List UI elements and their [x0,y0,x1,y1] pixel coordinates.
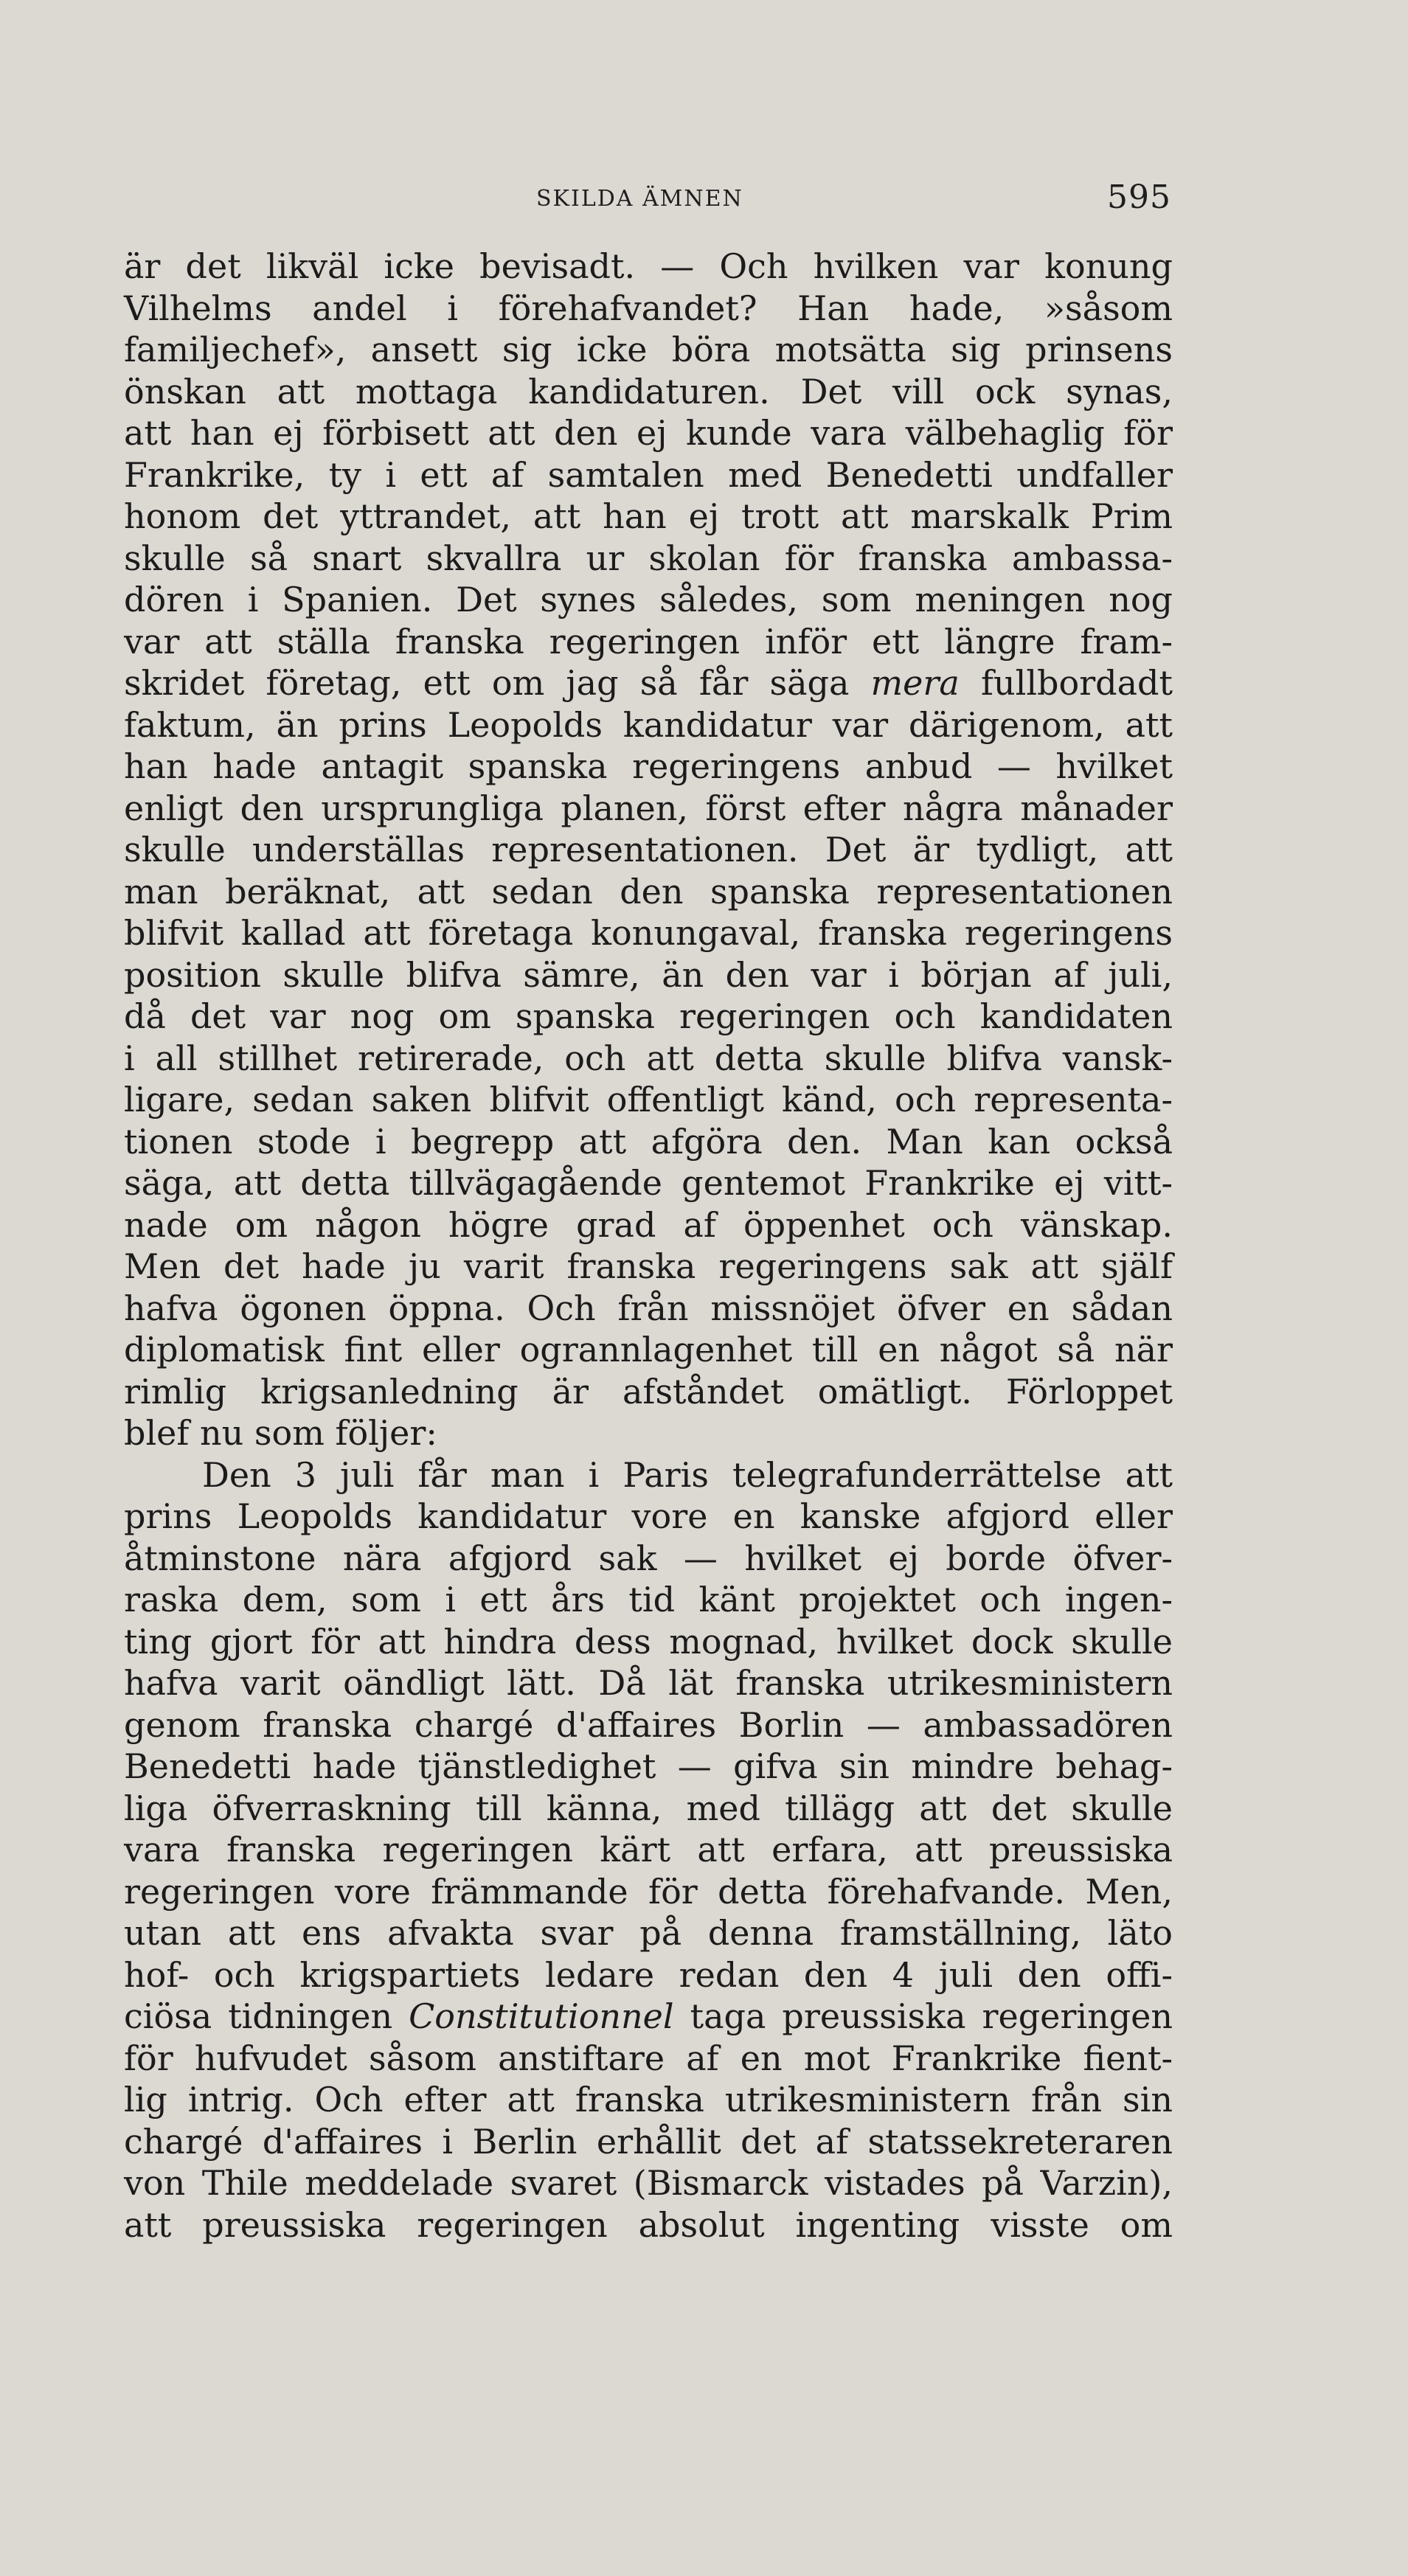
text-line [124,1579,1173,1621]
text-run: säga, att detta tillvägagående gentemot Frankrike ej vitt- [124,1163,1173,1203]
text-run: von Thile meddelade svaret (Bismarck vistades på Varzin), [124,2163,1173,2203]
text-run: Benedetti hade tjänstledighet — gifva sin mindre behag- [124,1746,1173,1786]
text-run: man beräknat, att sedan den spanska representationen [124,871,1173,912]
text-line [124,371,1173,413]
text-run: ciösa tidningen [124,1996,409,2036]
text-run: position skulle blifva sämre, än den var i början af juli, [124,954,1173,995]
text-run: skridet företag, ett om jag så får säga [124,663,871,703]
body-text [124,246,1173,2246]
text-line [124,704,1173,746]
text-run: skulle så snart skvallra ur skolan för franska ambassa- [124,538,1173,578]
text-run: att han ej förbisett att den ej kunde vara välbehaglig för [124,413,1173,453]
text-line [124,1079,1173,1121]
text-line [124,1454,1173,1496]
text-run: hafva ögonen öppna. Och från missnöjet öfver en sådan [124,1288,1173,1328]
text-line [124,412,1173,454]
text-run: dören i Spanien. Det synes således, som meningen nog [124,580,1173,619]
text-line [124,1746,1173,1788]
text-run: för hufvudet såsom anstiftare af en mot Frankrike fient- [124,2038,1173,2078]
text-run: skulle underställas representationen. Det är tydligt, att [124,830,1173,869]
page-number: 595 [1107,178,1171,216]
text-run: liga öfverraskning till känna, med tillägg att det skulle [124,1788,1173,1828]
text-line [124,246,1173,288]
text-line [124,621,1173,663]
text-line [124,746,1173,788]
text-run: ligare, sedan saken blifvit offentligt känd, och representa- [124,1080,1173,1119]
text-run: diplomatisk fint eller ogrannlagenhet till en något så när [124,1330,1173,1369]
text-run: i all stillhet retirerade, och att detta skulle blifva vansk- [124,1038,1173,1078]
text-run: vara franska regeringen kärt att erfara, att preussiska [124,1830,1173,1869]
text-run: utan att ens afvakta svar på denna framställning, läto [124,1913,1173,1953]
text-run: familjechef», ansett sig icke böra motsätta sig prinsens [124,330,1173,369]
text-run: genom franska chargé d'affaires Borlin — ambassadören [124,1704,1173,1745]
text-line [124,871,1173,913]
text-run: raska dem, som i ett års tid känt projektet och ingen- [124,1580,1173,1619]
text-line [124,496,1173,538]
text-line [124,1704,1173,1746]
text-line [124,1204,1173,1246]
text-run: ting gjort för att hindra dess mognad, hvilket dock skulle [124,1621,1173,1662]
text-line [124,329,1173,371]
text-line [124,1788,1173,1830]
text-run: var att ställa franska regeringen inför ett längre fram- [124,621,1173,662]
text-line [124,2038,1173,2080]
text-line [124,1621,1173,1663]
text-line [124,2204,1173,2246]
text-line [124,996,1173,1038]
text-run: honom det yttrandet, att han ej trott att marskalk Prim [124,496,1173,536]
text-line [124,1996,1173,2038]
text-line [124,1912,1173,1954]
text-run: rimlig krigsanledning är afståndet omätligt. Förloppet [124,1371,1173,1412]
text-line [124,2079,1173,2121]
text-line [124,288,1173,330]
text-run: att preussiska regeringen absolut ingenting visste om [124,2204,1173,2245]
text-line [124,829,1173,871]
italic-run: Constitutionnel [409,1996,674,2036]
text-run: lig intrig. Och efter att franska utrikesministern från sin [124,2080,1173,2120]
text-line [124,1371,1173,1413]
text-run: Den 3 juli får man i Paris telegrafunderrättelse att [202,1454,1173,1495]
text-run: är det likväl icke bevisadt. — Och hvilken var konung [124,246,1173,286]
text-line [124,1246,1173,1288]
text-run: chargé d'affaires i Berlin erhållit det af statssekreteraren [124,2121,1173,2162]
text-run: Frankrike, ty i ett af samtalen med Benedetti undfaller [124,454,1173,495]
text-line [124,1121,1173,1163]
text-run: tionen stode i begrepp att afgöra den. Man kan också [124,1121,1173,1162]
text-line [124,1496,1173,1538]
text-line [124,662,1173,704]
text-line [124,1329,1173,1371]
text-line [124,454,1173,496]
text-line [124,1288,1173,1330]
running-head [124,178,1171,227]
text-run: önskan att mottaga kandidaturen. Det vill ock synas, [124,371,1173,412]
text-run: faktum, än prins Leopolds kandidatur var därigenom, att [124,704,1173,745]
text-line [124,1162,1173,1204]
text-line [124,538,1173,580]
text-run: då det var nog om spanska regeringen och kandidaten [124,996,1173,1036]
text-line [124,2121,1173,2163]
text-run: prins Leopolds kandidatur vore en kanske afgjord eller [124,1496,1173,1536]
text-run: enligt den ursprungliga planen, först efter några månader [124,788,1173,828]
text-line [124,912,1173,954]
text-run: blef nu som följer: [124,1413,437,1453]
text-line [124,2162,1173,2204]
text-run: han hade antagit spanska regeringens anbud — hvilket [124,746,1173,786]
italic-run: mera [870,663,960,703]
text-line [124,788,1173,830]
text-line [124,1829,1173,1871]
text-run: nade om någon högre grad af öppenhet och vänskap. [124,1204,1173,1245]
text-run: Vilhelms andel i förehafvandet? Han hade, »såsom [124,288,1173,328]
text-run: fullbordadt [959,663,1173,703]
text-run: hof- och krigspartiets ledare redan den 4 juli den offi- [124,1954,1173,1995]
text-line [124,1662,1173,1704]
text-run: taga preussiska regeringen [673,1996,1173,2036]
running-title: SKILDA ÄMNEN [536,186,743,212]
text-run: åtminstone nära afgjord sak — hvilket ej borde öfver- [124,1538,1173,1578]
text-run: Men det hade ju varit franska regeringens sak att själf [124,1246,1173,1286]
text-run: blifvit kallad att företaga konungaval, franska regeringens [124,913,1173,953]
text-run: regeringen vore främmande för detta förehafvande. Men, [124,1871,1173,1912]
text-line [124,954,1173,996]
text-line [124,1538,1173,1580]
text-line [124,579,1173,621]
text-line [124,1871,1173,1913]
text-line [124,1954,1173,1996]
text-run: hafva varit oändligt lätt. Då lät franska utrikesministern [124,1663,1173,1703]
text-line [124,1412,1173,1454]
text-line [124,1038,1173,1080]
